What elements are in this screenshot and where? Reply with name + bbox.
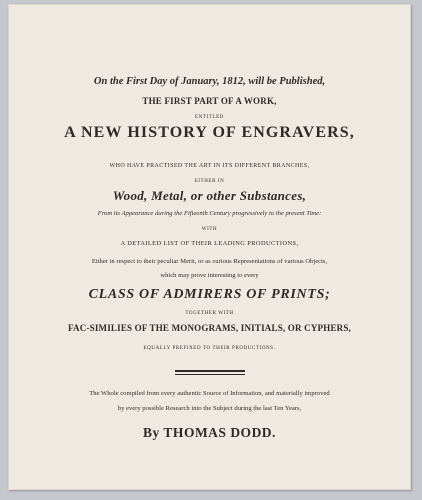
facsimiles-line: FAC-SIMILIES OF THE MONOGRAMS, INITIALS, OR CYPHERS, — [67, 323, 352, 333]
detailed-list-line: A DETAILED LIST OF THEIR LEADING PRODUCTIONS, — [120, 240, 299, 247]
compiled-line: The Whole compiled from every authentic Source of Information, and materially improved — [89, 390, 330, 397]
practised-line: WHO HAVE PRACTISED THE ART IN ITS DIFFERENT BRANCHES, — [109, 163, 310, 169]
appearance-line: From its Appearance during the Fifteenth Century progressively to the present Time: — [97, 210, 322, 217]
research-line: by every possible Research into the Subject during the last Ten Years, — [117, 405, 302, 412]
admirers-line: CLASS OF ADMIRERS OF PRINTS; — [88, 287, 331, 302]
first-part-line: THE FIRST PART OF A WORK, — [142, 96, 277, 106]
merit-line: Either in respect to their peculiar Merit, or as curious Representations of various Objects, — [91, 258, 328, 265]
document-page — [8, 4, 411, 490]
together-with-line: TOGETHER WITH — [185, 311, 234, 316]
publication-date-line: On the First Day of January, 1812, will be Published, — [93, 76, 326, 87]
either-in-line: EITHER IN — [194, 179, 225, 184]
divider-rule-bottom — [175, 374, 245, 375]
author-line: By THOMAS DODD. — [143, 425, 276, 440]
with-line: WITH — [201, 227, 218, 232]
entitled-line: ENTITLED — [195, 115, 224, 120]
equally-prefixed-line: EQUALLY PREFIXED TO THEIR PRODUCTIONS. — [143, 346, 276, 351]
interesting-line: which may prove interesting to every — [160, 272, 259, 279]
substances-line: Wood, Metal, or other Substances, — [112, 188, 307, 203]
main-title: A NEW HISTORY OF ENGRAVERS, — [64, 124, 355, 141]
divider-rule-top — [175, 370, 245, 372]
